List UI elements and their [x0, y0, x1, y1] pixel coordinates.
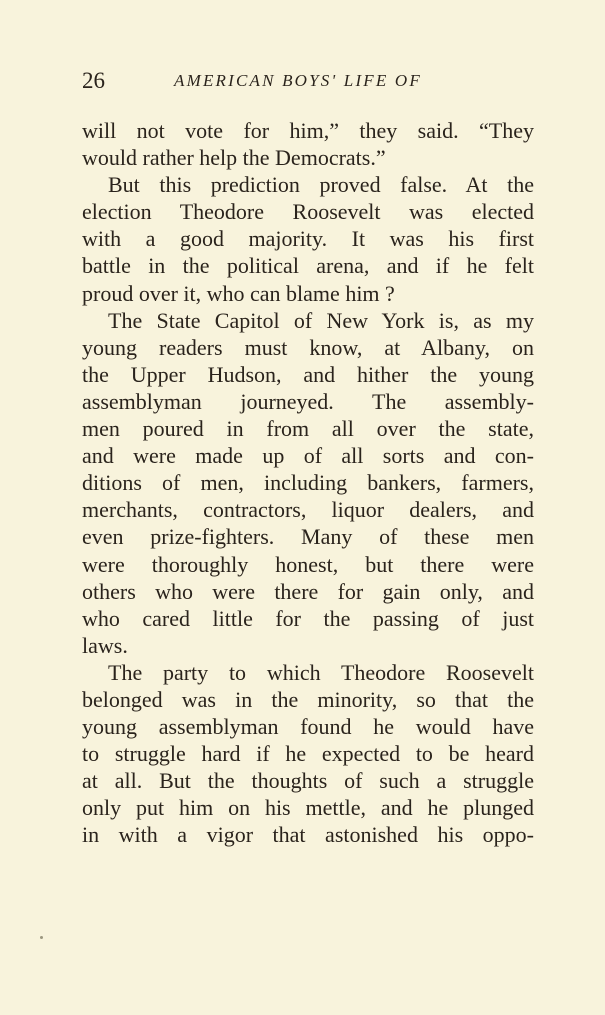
text-line: the Upper Hudson, and hither the young — [82, 361, 534, 387]
text-line: election Theodore Roosevelt was elected — [82, 199, 534, 225]
text-line: The party to which Theodore Roosevelt — [108, 659, 534, 685]
text-line: who cared little for the passing of just — [82, 605, 534, 631]
page-number: 26 — [82, 68, 105, 93]
body-text — [82, 117, 534, 849]
text-line: at all. But the thoughts of such a struggle — [82, 768, 534, 794]
text-line: with a good majority. It was his first — [82, 226, 534, 252]
text-line: belonged was in the minority, so that the — [82, 686, 534, 712]
text-line: were thoroughly honest, but there were — [82, 551, 534, 577]
text-line: even prize-fighters. Many of these men — [82, 524, 534, 550]
paragraph — [82, 171, 534, 306]
text-line: men poured in from all over the state, — [82, 416, 534, 442]
text-line: laws. — [82, 632, 128, 658]
text-line: others who were there for gain only, and — [82, 578, 534, 604]
text-line: assemblyman journeyed. The assembly- — [82, 388, 534, 414]
text-line: would rather help the Democrats.” — [82, 145, 386, 171]
text-line: proud over it, who can blame him ? — [82, 280, 395, 306]
text-line: will not vote for him,” they said. “They — [82, 118, 534, 143]
paper-speck — [40, 936, 43, 939]
text-line: in with a vigor that astonished his oppo- — [82, 822, 534, 848]
paragraph — [82, 659, 534, 849]
text-line: ditions of men, including bankers, farmers, — [82, 470, 534, 496]
text-line: young assemblyman found he would have — [82, 714, 534, 740]
text-line: and were made up of all sorts and con- — [82, 443, 534, 469]
text-line: battle in the political arena, and if he felt — [82, 253, 534, 279]
text-line: merchants, contractors, liquor dealers, and — [82, 497, 534, 523]
text-line: to struggle hard if he expected to be heard — [82, 741, 534, 767]
page-header — [82, 66, 542, 96]
text-line: The State Capitol of New York is, as my — [108, 307, 534, 333]
paragraph — [82, 117, 534, 171]
text-line: But this prediction proved false. At the — [108, 172, 534, 198]
paragraph — [82, 307, 534, 659]
running-head: AMERICAN BOYS' LIFE OF — [174, 71, 422, 90]
text-line: young readers must know, at Albany, on — [82, 334, 534, 360]
text-line: only put him on his mettle, and he plunged — [82, 795, 534, 821]
